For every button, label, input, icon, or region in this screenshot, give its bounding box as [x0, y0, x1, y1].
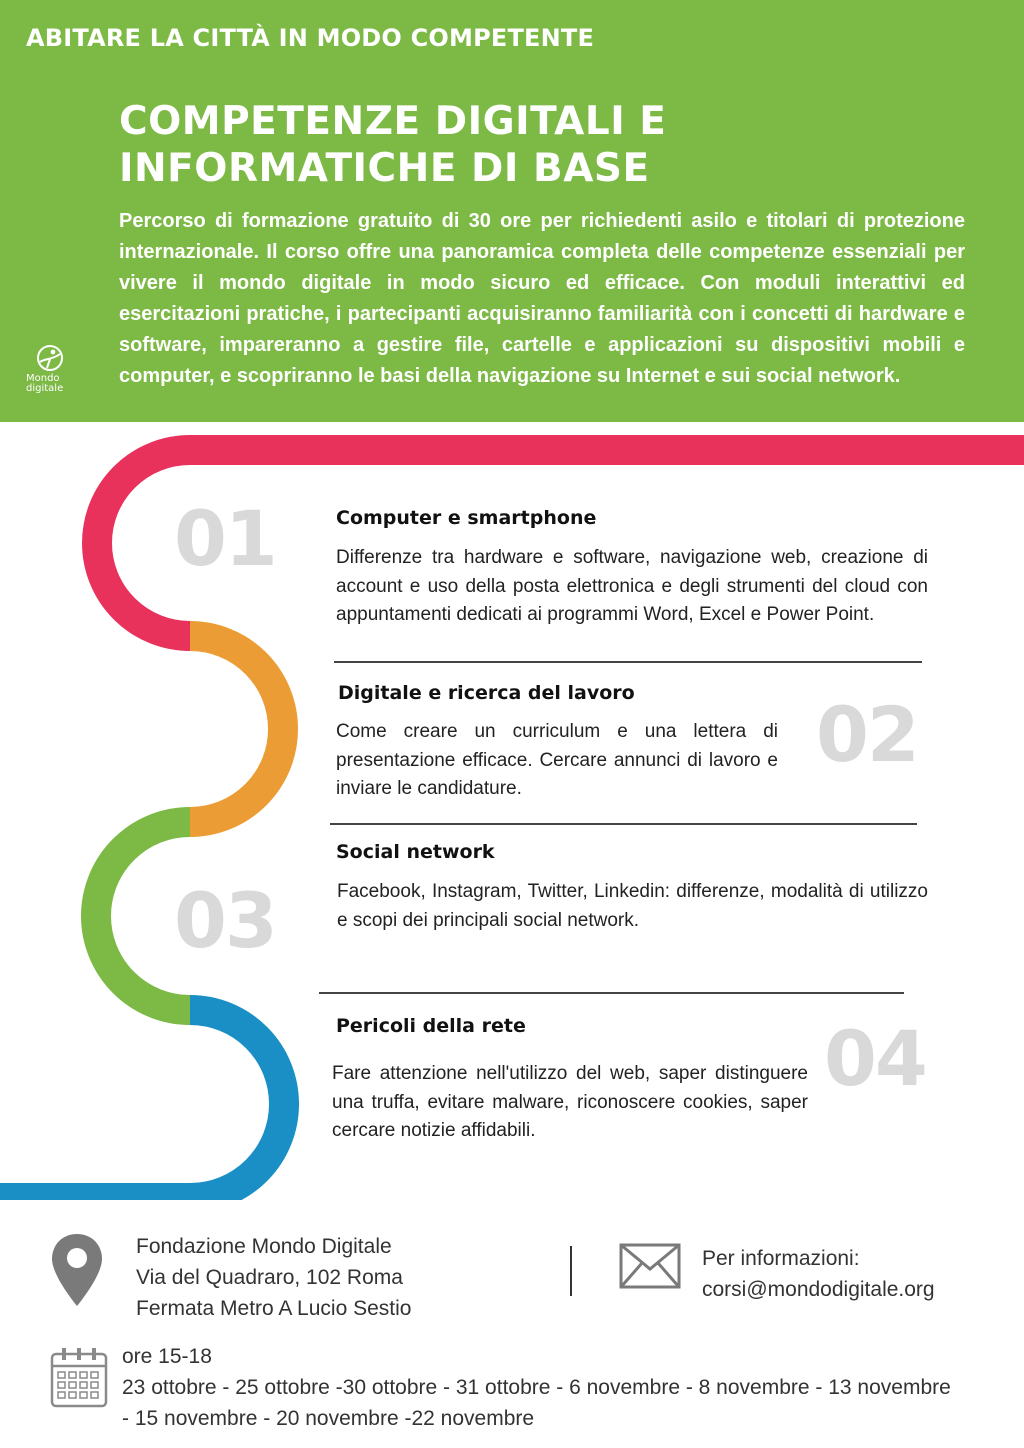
- section-2-number: 02: [816, 690, 918, 779]
- location-metro: Fermata Metro A Lucio Sestio: [136, 1297, 412, 1320]
- section-3-number: 03: [174, 876, 276, 965]
- section-3-title: Social network: [336, 841, 495, 863]
- schedule-time: ore 15-18: [122, 1345, 212, 1368]
- location-block: [136, 1231, 411, 1324]
- title-line-2: INFORMATICHE DI BASE: [119, 146, 650, 191]
- section-1-number: 01: [174, 494, 276, 583]
- section-3-body: Facebook, Instagram, Twitter, Linkedin: differenze, modalità di utilizzo e scopi dei principali social network.: [337, 881, 928, 931]
- calendar-icon: [50, 1346, 108, 1408]
- section-4-title: Pericoli della rete: [336, 1015, 526, 1037]
- section-2-title: Digitale e ricerca del lavoro: [338, 682, 635, 704]
- location-pin-icon: [50, 1232, 104, 1308]
- path-segment-orange: [190, 636, 283, 822]
- logo-text: Mondo digitale: [26, 373, 64, 394]
- title-line-1: COMPETENZE DIGITALI E: [119, 99, 667, 144]
- section-4-number: 04: [824, 1014, 926, 1103]
- mondo-digitale-logo: [26, 344, 74, 400]
- section-1-title: Computer e smartphone: [336, 507, 597, 529]
- location-address: Via del Quadraro, 102 Roma: [136, 1266, 403, 1289]
- divider-2: [330, 823, 917, 825]
- mail-envelope-icon: [619, 1243, 681, 1289]
- contact-block: [702, 1243, 935, 1305]
- section-1-body: Differenze tra hardware e software, navigazione web, creazione di account e uso della posta elettronica e degli strumenti del cloud con appuntamenti dedicati ai programmi Word, Excel e Power Point.: [336, 547, 928, 625]
- divider-3: [319, 992, 904, 994]
- header-banner: [0, 0, 1024, 422]
- path-segment-blue: [0, 1010, 284, 1198]
- kicker-text: ABITARE LA CITTÀ IN MODO COMPETENTE: [26, 24, 595, 52]
- footer-separator: [570, 1246, 572, 1296]
- schedule-block: [122, 1341, 951, 1434]
- location-name: Fondazione Mondo Digitale: [136, 1235, 392, 1258]
- divider-1: [334, 661, 922, 663]
- contact-email[interactable]: corsi@mondodigitale.org: [702, 1278, 935, 1301]
- section-2-body: Come creare un curriculum e una lettera di presentazione efficace. Cercare annunci di lavoro e inviare le candidature.: [336, 721, 778, 799]
- intro-paragraph: Percorso di formazione gratuito di 30 ore per richiedenti asilo e titolari di protezione internazionale. Il corso offre una panoramica completa delle competenze essenziali per vivere il mondo digitale in modo sicuro ed efficace. Con moduli interattivi ed esercitazioni pratiche, i partecipanti acquisiranno familiarità con i concetti di hardware e software, impareranno a gestire file, cartelle e applicazioni su dispositivi mobili e computer, e scopriranno le basi della navigazione su Internet e sui social network.: [119, 210, 965, 387]
- schedule-dates-line-2: - 15 novembre - 20 novembre -22 novembre: [122, 1407, 535, 1430]
- contact-label: Per informazioni:: [702, 1247, 860, 1270]
- section-4-body: Fare attenzione nell'utilizzo del web, saper distinguere una truffa, evitare malware, riconoscere cookies, saper cercare notizie affidabili.: [332, 1063, 808, 1141]
- page-title: [119, 98, 666, 192]
- schedule-dates-line-1: 23 ottobre - 25 ottobre -30 ottobre - 31 ottobre - 6 novembre - 8 novembre - 13 novembre: [122, 1376, 951, 1399]
